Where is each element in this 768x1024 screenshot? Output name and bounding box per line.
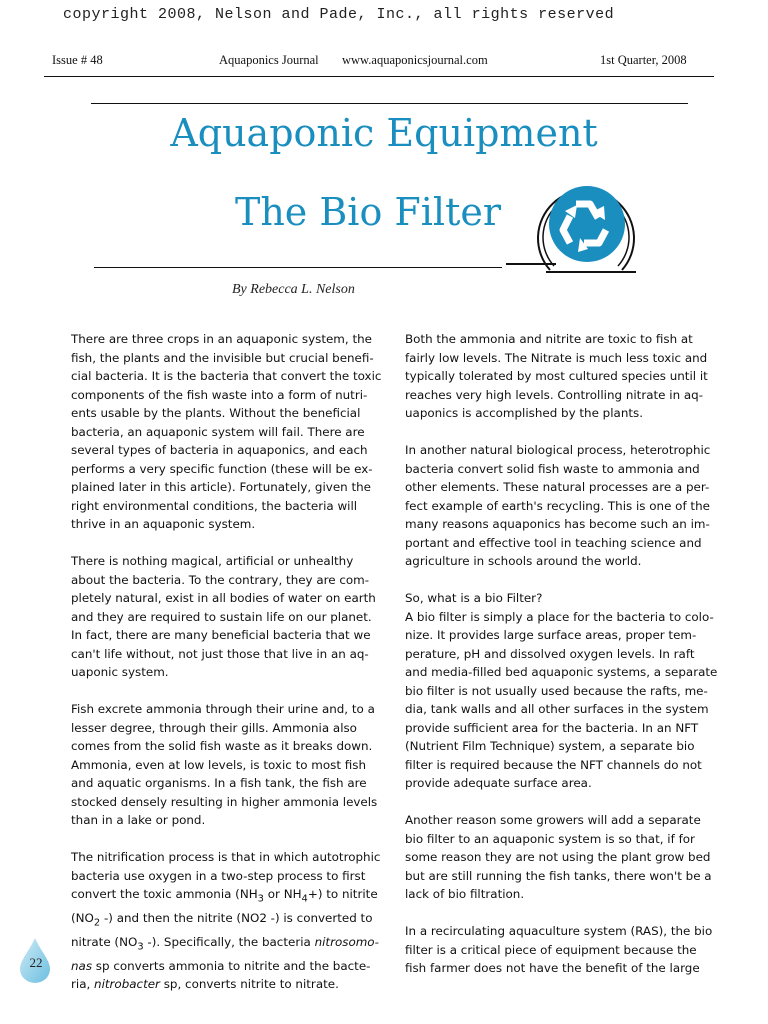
text-line: nize. It provides large surface areas, proper tem- <box>405 628 697 642</box>
italic-term: nitrobacter <box>94 977 160 992</box>
text-line: Fish excrete ammonia through their urine and, to a <box>71 702 375 716</box>
left-column <box>71 330 381 1012</box>
text-line: lack of bio filtration. <box>405 887 525 901</box>
text-line: fish, the plants and the invisible but crucial benefi- <box>71 350 374 365</box>
text-line: provide sufficient area for the bacteria. In an NFT <box>405 720 699 735</box>
text-line: pletely natural, exist in all bodies of water on earth <box>71 591 376 605</box>
text-line: uaponics is accomplished by the plants. <box>405 406 643 420</box>
text-line: A bio filter is simply a place for the bacteria to colo- <box>405 609 714 624</box>
text-line: fairly low levels. The Nitrate is much less toxic and <box>405 350 708 365</box>
text-line: There is nothing magical, artificial or unhealthy <box>71 554 354 568</box>
text-line: uaponic system. <box>71 665 169 679</box>
journal-name: Aquaponics Journal <box>219 53 319 67</box>
text-run: sp converts ammonia to nitrite and the bacte- <box>92 958 371 973</box>
text-line: filter is a critical piece of equipment because the <box>405 942 697 957</box>
text-line: cial bacteria. It is the bacteria that convert the toxic <box>71 369 382 383</box>
text-line: fect example of earth's recycling. This is one of the <box>405 498 710 513</box>
text-run: (NO <box>71 910 94 925</box>
italic-term: nas <box>71 958 93 973</box>
text-line: lesser degree, through their gills. Ammonia also <box>71 720 357 735</box>
text-line: (Nutrient Film Technique) system, a separate bio <box>405 739 695 753</box>
text-run: -) and then the nitrite (NO2 -) is converted to <box>100 910 373 925</box>
text-line: reaches very high levels. Controlling nitrate in aq- <box>405 387 704 402</box>
text-line: There are three crops in an aquaponic system, the <box>71 332 372 346</box>
subscript: 4 <box>301 893 308 905</box>
subscript: 3 <box>257 893 264 905</box>
right-column <box>405 330 718 996</box>
text-line: bacteria use oxygen in a two-step process to first <box>71 868 366 883</box>
text-run: -). Specifically, the bacteria <box>143 934 315 949</box>
copyright-notice: copyright 2008, Nelson and Pade, Inc., all rights reserved <box>63 6 615 23</box>
text-line: bio filter is not usually used because the rafts, me- <box>405 683 708 698</box>
text-line <box>71 909 381 933</box>
paragraph <box>405 441 711 571</box>
text-line: typically tolerated by most cultured species until it <box>405 369 708 383</box>
text-run: or NH <box>263 887 302 901</box>
issue-number: Issue # 48 <box>52 53 103 67</box>
text-line: bacteria, an aquaponic system will fail. There are <box>71 424 365 439</box>
text-line: In a recirculating aquaculture system (RAS), the bio <box>405 924 713 938</box>
text-line: about the bacteria. To the contrary, they are com- <box>71 572 370 587</box>
text-line: bacteria convert solid fish waste to ammonia and <box>405 461 700 476</box>
text-line: but are still running the fish tanks, there won't be a <box>405 868 712 883</box>
text-line: can't life without, not just those that live in an aq- <box>71 646 369 661</box>
text-line: and aquatic organisms. In a fish tank, the fish are <box>71 776 367 790</box>
paragraph <box>405 922 713 978</box>
text-line: many reasons aquaponics has become such an im- <box>405 517 710 531</box>
journal-url: www.aquaponicsjournal.com <box>342 53 488 67</box>
text-line: and media-filled bed aquaponic systems, a separate <box>405 665 718 679</box>
text-line: In another natural biological process, heterotrophic <box>405 443 711 457</box>
paragraph <box>71 700 381 830</box>
paragraph <box>71 330 381 534</box>
text-line: Both the ammonia and nitrite are toxic to fish at <box>405 332 693 346</box>
text-line: provide adequate surface area. <box>405 776 592 790</box>
text-run: convert the toxic ammonia (NH <box>71 887 258 901</box>
text-line: than in a lake or pond. <box>71 813 206 827</box>
text-line: several types of bacteria in aquaponics, and each <box>71 443 368 457</box>
text-line <box>71 957 381 976</box>
text-run: nitrate (NO <box>71 934 138 949</box>
byline: By Rebecca L. Nelson <box>232 282 355 297</box>
issue-date: 1st Quarter, 2008 <box>600 53 687 67</box>
text-line: bio filter to an aquaponic system is so that, if for <box>405 831 695 846</box>
article-title: Aquaponic Equipment <box>170 111 598 155</box>
text-line <box>71 933 381 957</box>
text-line: perature, pH and dissolved oxygen levels. In raft <box>405 646 695 661</box>
section-heading: So, what is a bio Filter? <box>405 591 543 605</box>
article-subtitle: The Bio Filter <box>234 190 502 234</box>
paragraph <box>405 811 712 904</box>
page-number: 22 <box>29 955 43 970</box>
title-bottom-rule <box>94 267 502 268</box>
italic-term: nitrosomo- <box>314 934 379 949</box>
text-line <box>71 975 381 994</box>
text-line: right environmental conditions, the bacteria will <box>71 498 358 513</box>
paragraph <box>71 848 381 994</box>
text-line: portant and effective tool in teaching science and <box>405 535 702 550</box>
text-line <box>71 885 381 909</box>
text-line: performs a very specific function (these will be ex- <box>71 461 373 476</box>
text-line: dia, tank walls and all other surfaces in the system <box>405 702 709 716</box>
text-line: Ammonia, even at low levels, is toxic to most fish <box>71 757 367 772</box>
subscript: 3 <box>137 941 144 953</box>
text-line: and they are required to sustain life on our planet. <box>71 609 372 624</box>
header-divider <box>44 76 714 77</box>
paragraph <box>405 330 708 423</box>
text-line: fish farmer does not have the benefit of the large <box>405 961 700 975</box>
subscript: 2 <box>93 917 101 929</box>
text-line: agriculture in schools around the world. <box>405 554 642 568</box>
text-line: filter is required because the NFT channels do not <box>405 757 702 772</box>
paragraph <box>71 552 381 682</box>
text-line: comes from the solid fish waste as it breaks down. <box>71 739 373 753</box>
text-line: ents usable by the plants. Without the beneficial <box>71 406 361 420</box>
title-top-rule <box>91 103 688 104</box>
text-line: thrive in an aquaponic system. <box>71 517 256 531</box>
text-line: In fact, there are many beneficial bacteria that we <box>71 628 371 642</box>
text-run: ria, <box>71 977 95 992</box>
paragraph <box>405 589 718 793</box>
text-line: components of the fish waste into a form of nutri- <box>71 387 368 402</box>
text-run: +) to nitrite <box>307 887 378 901</box>
text-line: The nitrification process is that in which autotrophic <box>71 850 381 864</box>
text-line: Another reason some growers will add a separate <box>405 813 701 827</box>
text-line: other elements. These natural processes are a per- <box>405 480 710 494</box>
text-run: sp, converts nitrite to nitrate. <box>159 977 339 992</box>
text-line: some reason they are not using the plant grow bed <box>405 850 711 864</box>
text-line: plained later in this article). Fortunately, given the <box>71 480 371 494</box>
text-line: stocked densely resulting in higher ammonia levels <box>71 794 378 809</box>
recycle-icon <box>506 168 646 280</box>
